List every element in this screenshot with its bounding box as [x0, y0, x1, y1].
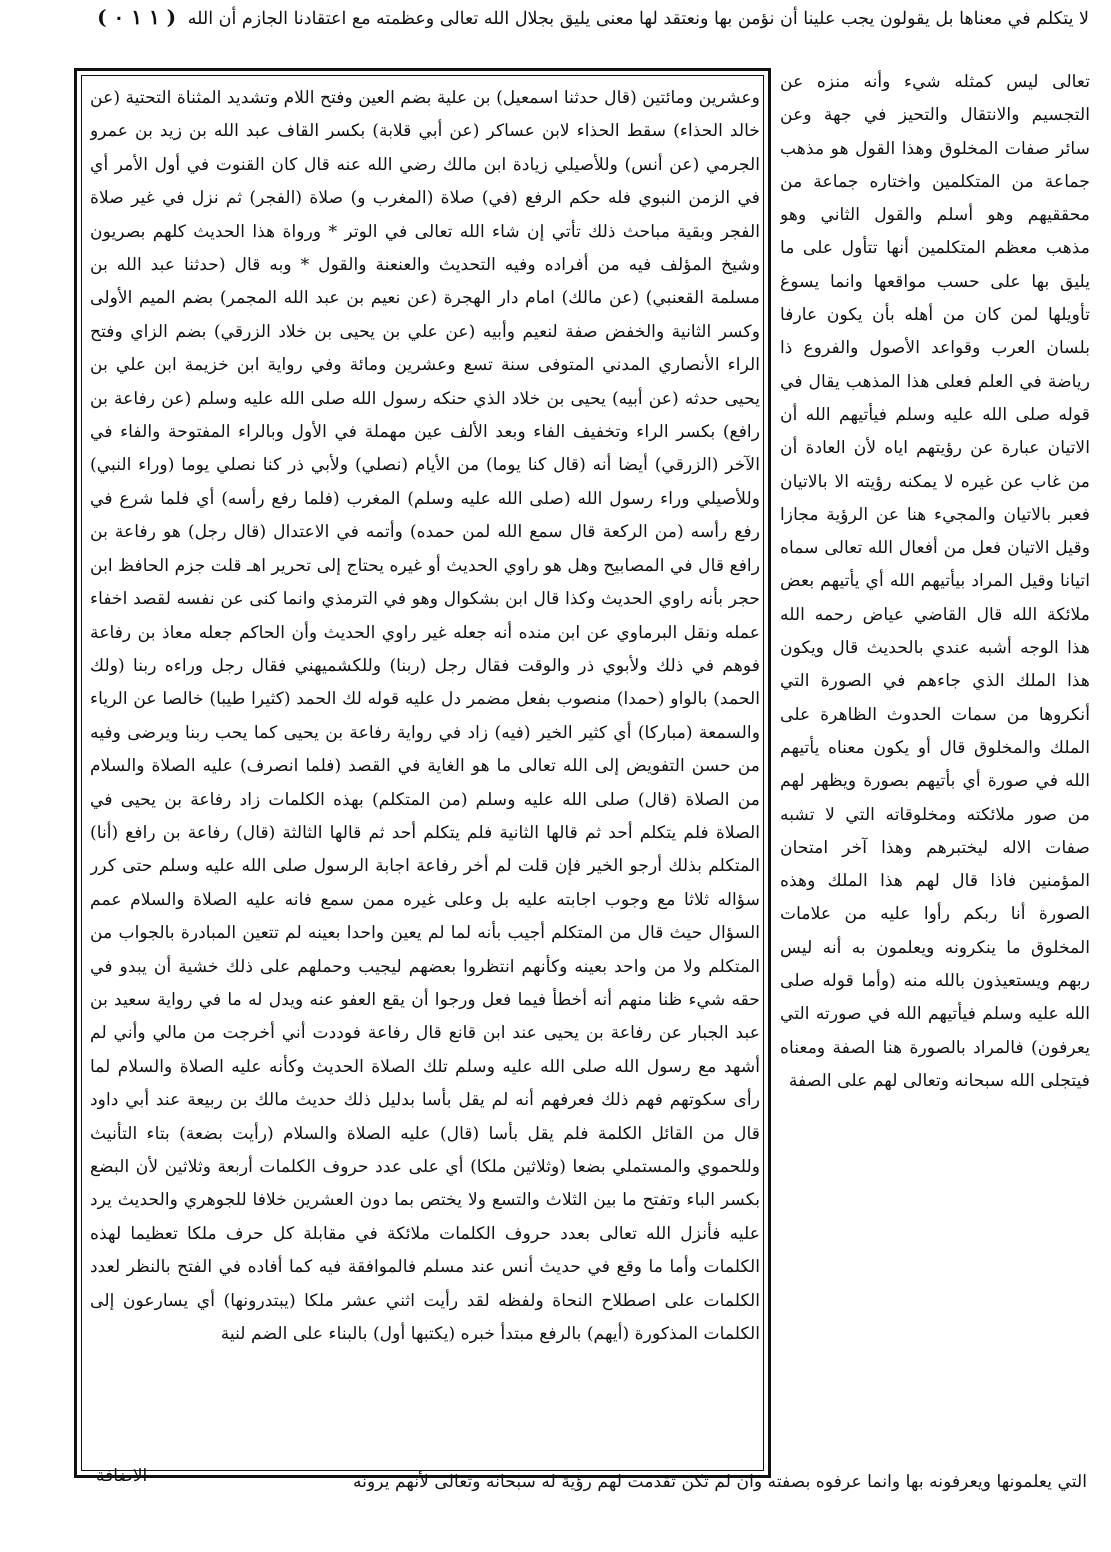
margin-gloss-text: تعالى ليس كمثله شيء وأنه منزه عن التجسيم والانتقال والتحيز في جهة وعن سائر صفات المخلوق وهذا القول هو مذهب جماعة من المتكلمين واختاره جماعة من محققيهم وهو أسلم والقول الثاني وهو مذهب معظم المتكلمين أنها تتأول على ما يليق بها على حسب مواقعها وانما يسوغ تأويلها لمن كان من أهله بأن يكون عارفا بلسان العرب وقواعد الأصول والفروع ذا رياضة في العلم فعلى هذا المذهب يقال في قوله صلى الله عليه وسلم فيأتيهم الله أن الاتيان عبارة عن رؤيتهم اياه لأن العادة أن من غاب عن غيره لا يمكنه رؤيته الا بالاتيان فعبر بالاتيان والمجيء هنا عن الرؤية مجازا وقيل الاتيان فعل من أفعال الله تعالى سماه اتيانا وقيل المراد بيأتيهم الله أي يأتيهم بعض ملائكة الله قال القاضي عياض رحمه الله هذا الوجه أشبه عندي بالحديث قال ويكون هذا الملك الذي جاءهم في الصورة التي أنكروها من سمات الحدوث الظاهرة على الملك والمخلوق قال أو يكون معناه يأتيهم الله في صورة أي بأتيهم بصورة ويظهر لهم من صور ملائكته ومخلوقاته التي لا تشبه صفات الاله ليختبرهم وهذا آخر امتحان المؤمنين فاذا قال لهم هذا الملك وهذه الصورة أنا ربكم رأوا عليه من علامات المخلوق ما ينكرونه ويعلمون به أنه ليس ربهم ويستعيذون بالله منه (وأما قوله صلى الله عليه وسلم فيأتيهم الله في صورته التي يعرفون) فالمراد بالصورة هنا الصفة ومعناه فيتجلى الله سبحانه وتعالى لهم على الصفة	[780, 72, 1090, 1091]
footer-text: التي يعلمونها ويعرفونه بها وانما عرفوه بصفته وان لم تكن تقدمت لهم رؤية له سبحانه وتعالى لأنهم يرونه	[352, 1472, 1087, 1492]
top-margin-line	[40, 4, 1089, 56]
margin-gloss-column	[780, 66, 1090, 1476]
page-number: ( ١ ١ ٠ )	[97, 5, 177, 29]
commentary-column	[90, 82, 760, 1472]
bottom-margin-line	[230, 1468, 1087, 1532]
commentary-text: وعشرين ومائتين (قال حدثنا اسمعيل) بن علية بضم العين وفتح اللام وتشديد المثناة التحتية (عن خالد الحذاء) سقط الحذاء لابن عساكر (عن أبي قلابة) بكسر القاف عبد الله بن زيد بن عمرو الجرمي (عن أنس) وللأصيلي زيادة ابن مالك رضي الله عنه قال كان القنوت في أول الأمر أي في الزمن النبوي فله حكم الرفع (في) صلاة (المغرب و) صلاة (الفجر) ثم نزل في غير صلاة الفجر وبقية مباحث ذلك تأتي إن شاء الله تعالى في الوتر * ورواة هذا الحديث كلهم بصريون وشيخ المؤلف فيه من أفراده وفيه التحديث والعنعنة والقول * وبه قال (حدثنا عبد الله بن مسلمة القعنبي) (عن مالك) امام دار الهجرة (عن نعيم بن عبد الله المجمر) بضم الميم الأولى وكسر الثانية والخفض صفة لنعيم وأبيه (عن علي بن يحيى بن خلاد الزرقي) بضم الزاي وفتح الراء الأنصاري المدني المتوفى سنة تسع وعشرين ومائة وفي رواية ابن خزيمة ابن علي بن يحيى حدثه (عن أبيه) يحيى بن خلاد الذي حنكه رسول الله صلى الله عليه وسلم (عن رفاعة بن رافع) بكسر الراء وتخفيف الفاء وبعد الألف عين مهملة في الأول وبالراء المفتوحة والفاء في الآخر (الزرقي) أيضا أنه (قال كنا يوما) من الأيام (نصلي) ولأبي ذر كنا نصلي يوما (وراء النبي) وللأصيلي وراء رسول الله (صلى الله عليه وسلم) المغرب (فلما رفع رأسه) أي فلما شرع في رفع رأسه (من الركعة قال سمع الله لمن حمده) وأتمه في الاعتدال (قال رجل) هو رفاعة بن رافع قال في المصابيح وهل هو راوي الحديث أو غيره يحتاج إلى تحرير اهـ قلت جزم الحافظ ابن حجر بأنه راوي الحديث وكذا قال ابن بشكوال وهو في الترمذي وانما كنى عن نفسه لقصد اخفاء عمله ونقل البرماوي عن ابن منده أنه جعله غير راوي الحديث وأن الحاكم جعله معاذ بن رفاعة فوهم في ذلك ولأبوي ذر والوقت فقال رجل (ربنا) وللكشميهني فقال رجل وراءه ربنا (ولك الحمد) بالواو (حمدا) منصوب بفعل مضمر دل عليه قوله لك الحمد (كثيرا طيبا) خالصا عن الرياء والسمعة (مباركا) أي كثير الخير (فيه) زاد في رواية رفاعة بن يحيى كما يحب ربنا ويرضى وفيه من حسن التفويض إلى الله تعالى ما هو الغاية في القصد (فلما انصرف) عليه الصلاة والسلام من الصلاة (قال) صلى الله عليه وسلم (من المتكلم) بهذه الكلمات زاد رفاعة بن يحيى في الصلاة فلم يتكلم أحد ثم قالها الثانية فلم يتكلم أحد ثم قالها الثالثة (قال) رفاعة بن رافع (أنا) المتكلم بذلك أرجو الخير فإن قلت لم أخر رفاعة اجابة الرسول صلى الله عليه وسلم حتى كرر سؤاله ثلاثا مع وجوب اجابته عليه بل وعلى غيره ممن سمع فانه عليه الصلاة والسلام عمم السؤال حيث قال من المتكلم أجيب بأنه لما لم يعين واحدا بعينه لم تتعين المبادرة بالجواب من المتكلم ولا من واحد بعينه وكأنهم انتظروا بعضهم ليجيب وحملهم على ذلك خشية أن يبدو في حقه شيء ظنا منهم أنه أخطأ فيما فعل ورجوا أن يقع العفو عنه ويدل له ما في رواية سعيد بن عبد الجبار عن رفاعة بن يحيى عند ابن قانع قال رفاعة فوددت أني أخرجت من مالي وأني لم أشهد مع رسول الله صلى الله عليه وسلم تلك الصلاة الحديث وكأنه عليه الصلاة والسلام لما رأى سكوتهم فهم ذلك فعرفهم أنه لم يقل بأسا بدليل ذلك حديث مالك بن ربيعة عند أبي داود قال من القائل الكلمة فلم يقل بأسا (قال) عليه الصلاة والسلام (رأيت بضعة) بتاء التأنيث وللحموي والمستملي بضعا (وثلاثين ملكا) أي على عدد حروف الكلمات أربعة وثلاثين لأن البضع بكسر الباء وتفتح ما بين الثلاث والتسع ولا يختص بما دون العشرين خلافا للجوهري والحديث يرد عليه فأنزل الله تعالى بعدد حروف الكلمات ملائكة في مقابلة كل حرف ملكا تعظيما لهذه الكلمات وأما ما وقع في حديث أنس عند مسلم فالموافقة فيه كما أفاده في الفتح بالنظر لعدد الكلمات على اصطلاح النحاة ولفظه لقد رأيت اثني عشر ملكا (يبتدرونها) أي يسارعون إلى الكلمات المذكورة (أيهم) بالرفع مبتدأ خبره (يكتبها أول) بالبناء على الضم لنية	[90, 88, 760, 1345]
header-text: لا يتكلم في معناها بل يقولون يجب علينا أن نؤمن بها ونعتقد لها معنى يليق بجلال الله تعالى وعظمته مع اعتقادنا الجازم أن الله	[187, 9, 1089, 29]
catchword: الاضافة	[96, 1466, 148, 1486]
